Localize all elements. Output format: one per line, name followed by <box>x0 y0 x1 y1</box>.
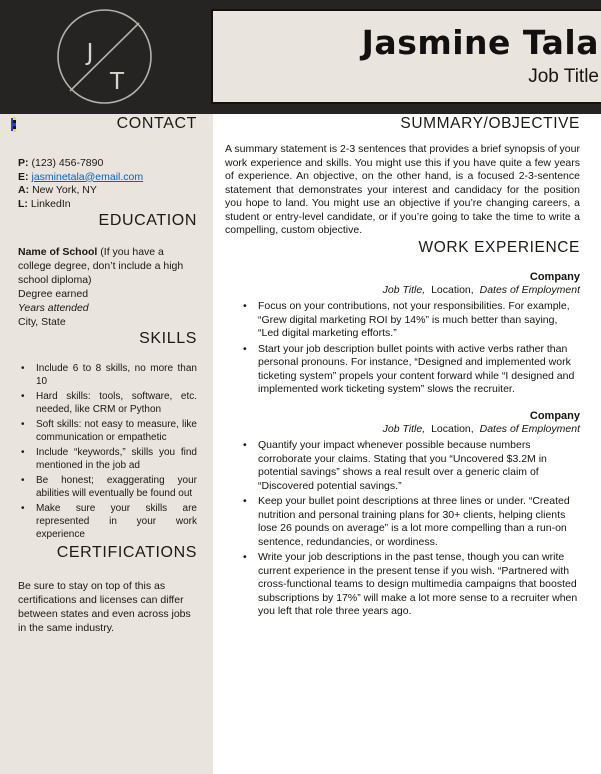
contact-row-phone <box>18 157 197 171</box>
school-name: Name of School <box>18 246 98 258</box>
certifications-heading: CERTIFICATIONS <box>56 544 197 561</box>
summary-heading: SUMMARY/OBJECTIVE <box>400 115 580 132</box>
candidate-job-title: Job Title <box>528 66 599 87</box>
job-block-2 <box>225 410 580 619</box>
contact-row-address <box>18 184 197 198</box>
address-value: New York, NY <box>32 184 97 196</box>
logo-diagonal-line <box>70 23 139 91</box>
job-bullet-item: • Start your job description bullet points with active verbs rather than personal pronouns. For instance, “Designed and implemented work ticketing system” propels your content forward while “I designed and implemented work ticketing system” slows the recruiter. <box>258 343 580 397</box>
cursor-highlight-bar <box>13 117 16 132</box>
education-block <box>18 245 197 329</box>
job2-company: Company <box>529 409 580 422</box>
phone-label: P: <box>18 157 29 169</box>
header-band <box>0 0 601 114</box>
education-location: City, State <box>18 316 66 328</box>
job-bullet-item: • Focus on your contributions, not your responsibilities. For example, “Grew digital marketing ROI by 14%” is much better than saying, “Led digital marketing efforts.” <box>258 300 580 341</box>
job1-bullets <box>258 300 580 397</box>
school-note: (If you have a college degree, don’t include a high school diploma) <box>18 246 184 286</box>
skill-list-item: • Include 6 to 8 skills, no more than 10 <box>18 362 197 388</box>
work-experience-heading: WORK EXPERIENCE <box>418 238 580 256</box>
skill-list-item: • Soft skills: not easy to measure, like communication or empathetic <box>18 418 197 444</box>
address-label: A: <box>18 184 30 196</box>
name-box <box>211 9 601 104</box>
education-heading: EDUCATION <box>98 212 197 229</box>
certifications-text: Be sure to stay on top of this as certifications and licenses can differ between states and even across jobs in the same industry. <box>18 580 191 634</box>
job1-title: Job Title, <box>382 283 426 296</box>
job-block-1 <box>225 271 580 397</box>
job1-dates: Dates of Employment <box>479 283 580 296</box>
job-bullet-item: • Keep your bullet point descriptions at three lines or under. “Created nutrition and personal training plans for 30+ clients, helping clients lose 26 pounds on average” is a lot more compelling than a run-on sentence, redundancies, or wordiness. <box>258 495 580 549</box>
monogram-logo-svg <box>56 8 153 105</box>
skills-list <box>18 362 197 541</box>
monogram-logo-icon <box>56 8 153 105</box>
monogram-letter-t: T <box>109 69 125 95</box>
job2-title: Job Title, <box>382 422 426 435</box>
main-column <box>213 114 601 774</box>
linkedin-label: L: <box>18 197 28 210</box>
skills-heading: SKILLS <box>139 330 197 347</box>
contact-heading: CONTACT <box>116 115 197 132</box>
education-school-line <box>18 245 197 287</box>
job2-meta <box>225 423 580 437</box>
email-label: E: <box>18 170 29 183</box>
contact-list <box>18 157 197 211</box>
skill-list-item: • Hard skills: tools, software, etc. needed, like CRM or Python <box>18 390 197 416</box>
linkedin-value: LinkedIn <box>30 197 71 210</box>
contact-row-linkedin <box>18 198 197 212</box>
skill-list-item: • Be honest; exaggerating your abilities will eventually be found out <box>18 474 197 500</box>
job2-bullets <box>258 439 580 619</box>
sidebar <box>0 114 213 774</box>
skill-list-item: • Make sure your skills are represented in your work experience <box>18 502 197 541</box>
contact-row-email <box>18 171 197 185</box>
job2-dates: Dates of Employment <box>479 422 580 435</box>
candidate-name: Jasmine Tala <box>361 23 599 62</box>
text-cursor-artifact <box>11 117 16 132</box>
education-years: Years attended <box>18 302 89 314</box>
skill-list-item: • Include “keywords,” skills you find mentioned in the job ad <box>18 446 197 472</box>
job2-location: Location, <box>431 422 474 435</box>
education-degree: Degree earned <box>18 288 89 300</box>
job1-meta <box>225 284 580 298</box>
job-bullet-item: • Write your job descriptions in the past tense, though you can write current experience in the present tense if you wish. “Partnered with cross-functional teams to design multimedia campaigns that boosted subscriptions by 17%” will make a lot more sense to a recruiter when you left that role three years ago. <box>258 551 580 619</box>
summary-text: A summary statement is 2-3 sentences that provides a brief synopsis of your work experience and skills. You might use this if you have quite a few years of experience. An objective, on the other hand, is a focused 2-3-sentence statement that demonstrates your interest and candidacy for the position you hope to land. You might use an objective if you’re changing careers, a student or entry-level candidate, or if you’re going to take the time to write a compelling, custom objective. <box>225 143 580 236</box>
job1-location: Location, <box>431 283 474 296</box>
monogram-letter-j: J <box>86 40 94 66</box>
job-bullet-item: • Quantify your impact whenever possible because numbers corroborate your claims. Stating that you “Uncovered $3.2M in potential savings” shows a real result over a generic claim of “Discovered potential savings.” <box>258 439 580 493</box>
phone-value: (123) 456-7890 <box>31 157 104 169</box>
job1-company: Company <box>529 270 580 283</box>
email-link[interactable]: jasminetala@email.com <box>31 170 144 183</box>
